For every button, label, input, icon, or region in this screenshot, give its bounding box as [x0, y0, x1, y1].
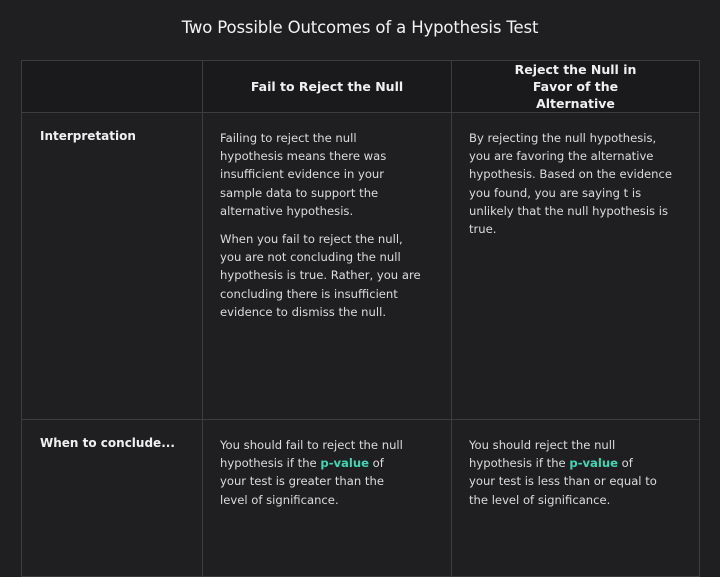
header-row — [22, 61, 700, 113]
column-header-fail: Fail to Reject the Null — [203, 61, 452, 113]
p-value-highlight: p-value — [569, 456, 618, 471]
cell-text: of your test is less than or equal to the level of significance. — [469, 456, 657, 507]
page-title: Two Possible Outcomes of a Hypothesis Test — [181, 18, 539, 37]
cell-when-reject — [452, 420, 700, 577]
cell-when-fail — [203, 420, 452, 577]
outcomes-table — [21, 60, 700, 577]
cell-paragraph: Failing to reject the null hypothesis means there was insufficient evidence in your sample data to support the alternative hypothesis. — [220, 131, 387, 218]
cell-paragraph: By rejecting the null hypothesis, you are favoring the alternative hypothesis. Based on the evidence you found, you are saying t is unlikely that the null hypothesis is true. — [469, 131, 673, 237]
row-label-when-to-conclude: When to conclude... — [22, 420, 203, 577]
column-header-reject — [452, 61, 700, 113]
corner-header — [22, 61, 203, 113]
cell-interpretation-fail — [203, 113, 452, 420]
cell-text: of your test is greater than the level of significance. — [220, 456, 384, 507]
cell-paragraph — [220, 436, 410, 509]
cell-interpretation-reject — [452, 113, 700, 420]
row-label-interpretation: Interpretation — [22, 113, 203, 420]
p-value-highlight: p-value — [320, 456, 369, 471]
column-header-reject-text: Reject the Null in Favor of the Alternative — [514, 62, 637, 111]
table-row-when-to-conclude — [22, 420, 700, 577]
cell-paragraph: When you fail to reject the null, you are not concluding the null hypothesis is true. Rather, you are concluding there is insufficient evidence to dismiss the null. — [220, 232, 421, 319]
cell-text: You should reject the null hypothesis if the — [469, 438, 616, 471]
table-row-interpretation — [22, 113, 700, 420]
cell-text: You should fail to reject the null hypothesis if the — [220, 438, 403, 471]
cell-paragraph — [469, 436, 659, 509]
